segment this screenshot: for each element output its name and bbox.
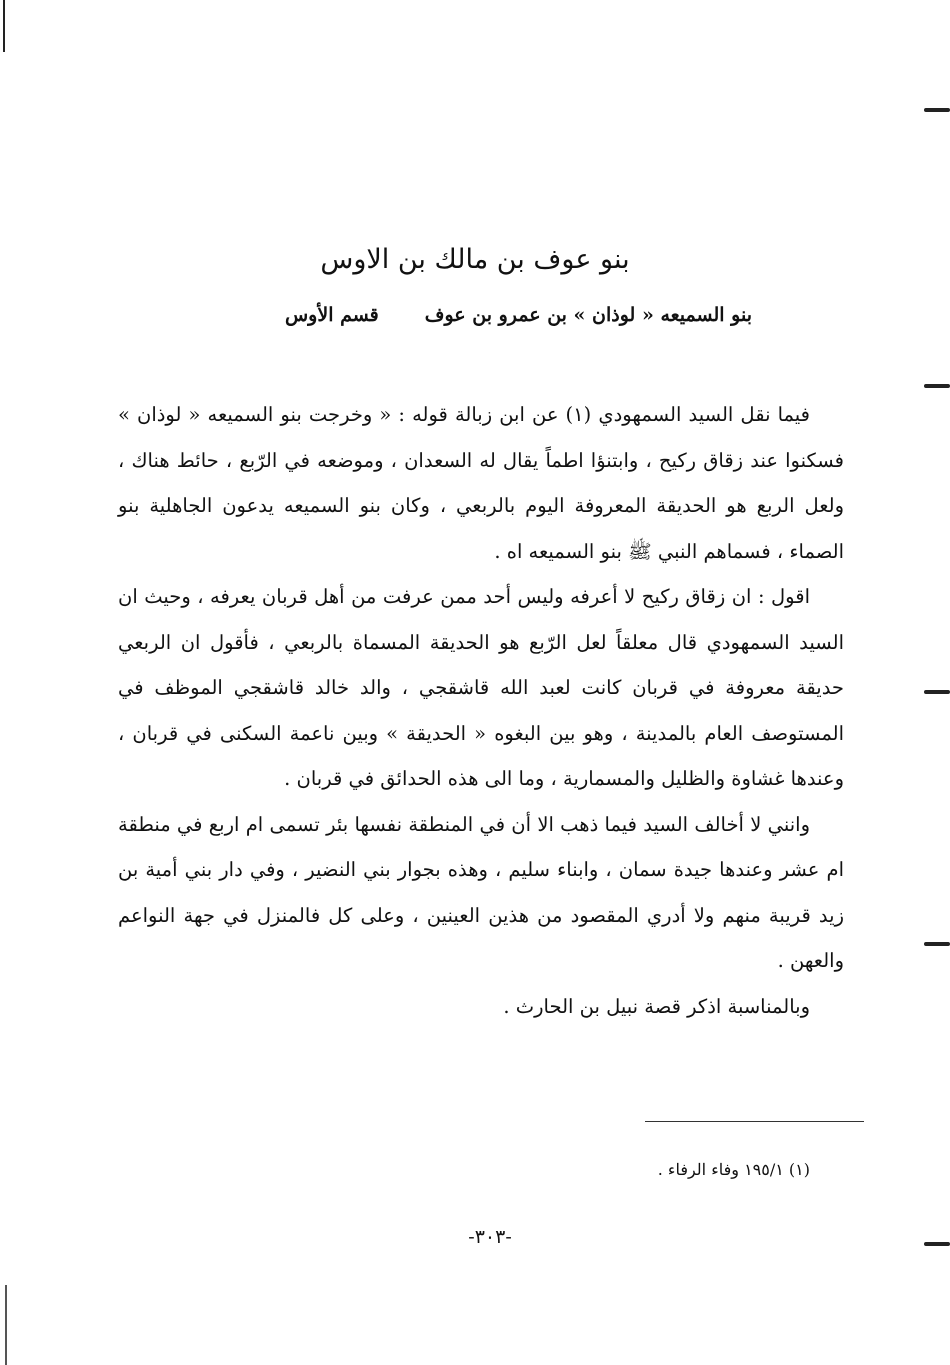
scan-edge-mark: [924, 942, 950, 946]
page-number: -٣٠٣-: [468, 1226, 512, 1248]
scan-edge-mark: [924, 690, 950, 694]
paragraph: اقول : ان زقاق ركيح لا أعرفه وليس أحد ممن عرفت من أهل قربان يعرفه ، وحيث ان السيد السمهودي قال معلقاً لعل الرّبع هو الحديقة المسماة بالربعي ، فأقول ان الربعي حديقة معروفة في قربان كانت لعبد الله قاشقجي ، والد خالد قاشقجي الموظف في المستوصف العام بالمدينة ، وهو بين البغوه « الحديقة » وبين ناعمة السكنى في قربان ، وعندها غشاوة والظليل والمسمارية ، وما الى هذه الحدائق في قربان .: [118, 585, 844, 790]
paragraph: وبالمناسبة اذكر قصة نبيل بن الحارث .: [503, 994, 810, 1018]
scan-edge-mark: [924, 108, 950, 112]
footnote-divider: [645, 1121, 864, 1122]
subtitle-division: قسم الأوس: [284, 304, 379, 326]
chapter-title: بنو عوف بن مالك بن الاوس: [320, 244, 630, 275]
subtitle-tribe: بنو السميعه « لوذان » بن عمرو بن عوف: [424, 304, 752, 326]
paragraph: وانني لا أخالف السيد فيما ذهب الا أن في المنطقة نفسها بئر تسمى ام اربع في منطقة ام عشر وعندها جيدة سمان ، وابناء سليم ، وهذه بجوار بني النضير ، وفي دار بني أمية بن زيد قريبة منهم ولا أدري المقصود من هذين العينين ، وعلى كل فالمنزل في جهة النواعم والعهن .: [118, 812, 844, 972]
section-subtitle: [285, 304, 752, 326]
paragraph: فيما نقل السيد السمهودي (١) عن ابن زبالة قوله : « وخرجت بنو السميعه « لوذان » فسكنوا عند زقاق ركيح ، وابتنؤا اطماً يقال له السعدان ، وموضعه في الرّبع ، حائط هناك ، ولعل الربع هو الحديقة المعروفة اليوم بالربعي ، وكان بنو السميعه يدعون الجاهلية بنو الصماء ، فسماهم النبي ﷺ بنو السميعه اه .: [118, 403, 844, 563]
scan-edge-line: [3, 0, 5, 52]
scan-edge-mark: [924, 1242, 950, 1246]
footnote: (١) ١٩٥/١ وفاء الرفاء .: [657, 1160, 810, 1179]
scan-edge-line: [5, 1285, 7, 1365]
body-text: [118, 392, 844, 1029]
scan-edge-mark: [924, 384, 950, 388]
